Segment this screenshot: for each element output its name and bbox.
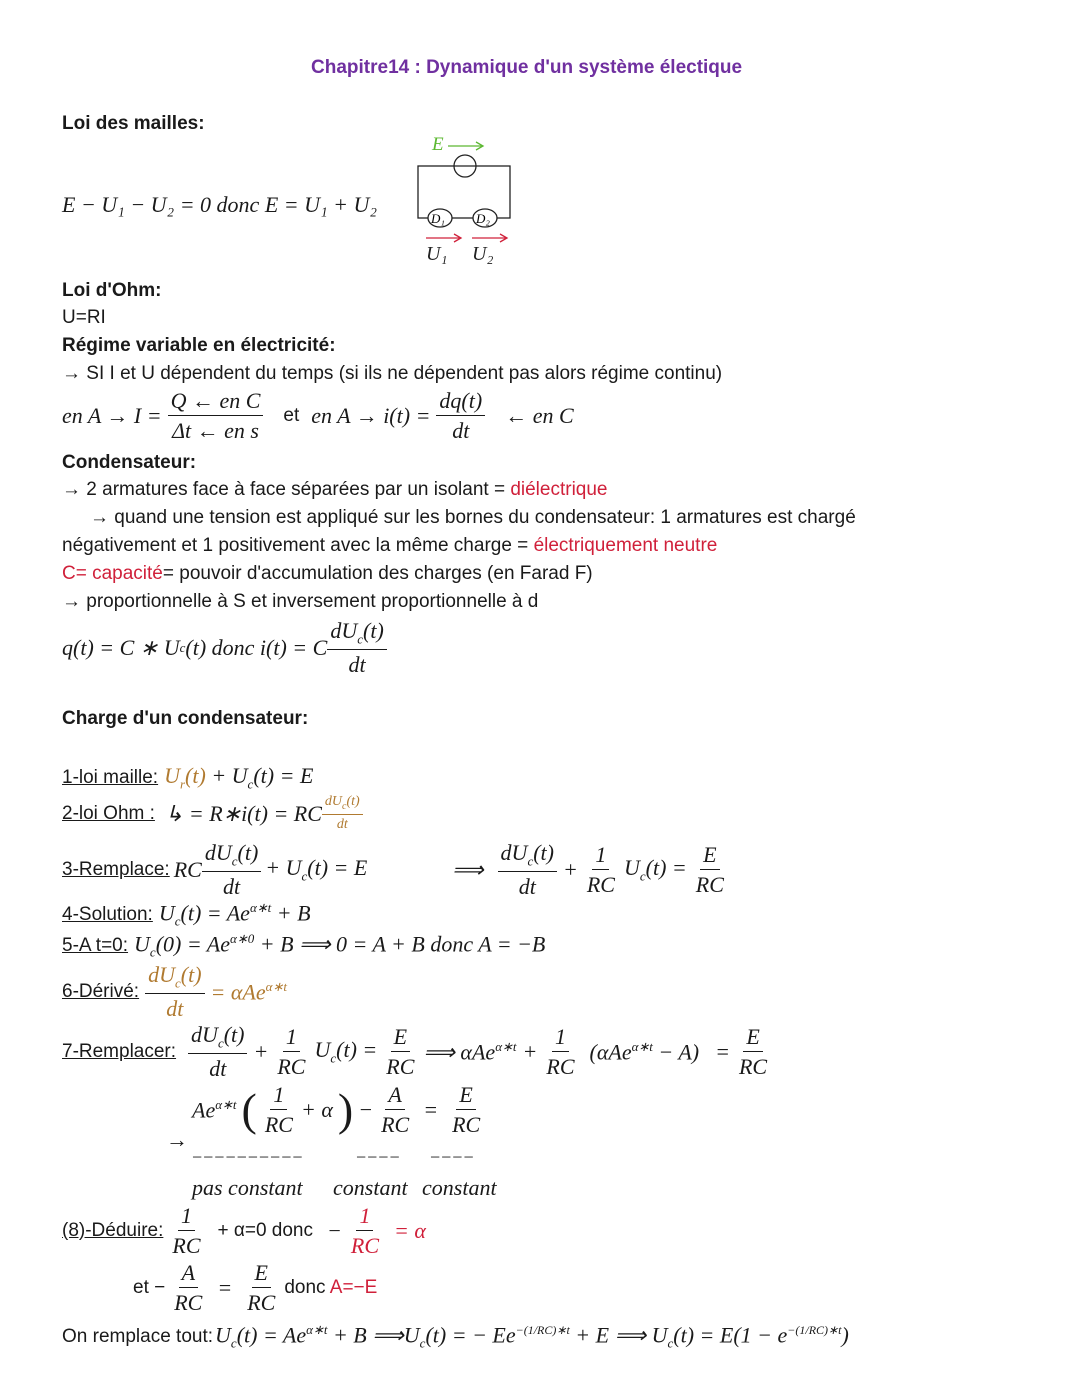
- regime-eq-mid: en A → i(t) =: [311, 402, 431, 428]
- step4-exp: α∗t: [249, 900, 272, 915]
- frac-num: E: [391, 1024, 410, 1052]
- plus-sign: +: [522, 1038, 538, 1064]
- plus-alpha: + α: [300, 1096, 333, 1122]
- fraction-dq-dt: [436, 388, 485, 444]
- equals-sign: =: [715, 1038, 730, 1064]
- num-du: dU: [204, 840, 232, 865]
- frac-num: A: [179, 1260, 198, 1288]
- frac-num: $dU_c(t)$: [145, 962, 204, 994]
- circuit-e-label: E: [432, 134, 444, 155]
- step1-rest: (t) = E: [253, 763, 314, 788]
- step4-rest: (t) = Ae: [180, 900, 250, 926]
- implies-symbol: ⟹: [452, 856, 484, 882]
- frac-den: RC: [586, 872, 615, 898]
- dash-line-2: −−−−: [356, 1147, 401, 1167]
- final-paren: (1 − e: [733, 1322, 788, 1348]
- fraction-a-rc: [378, 1082, 412, 1138]
- dash-line-1: −−−−−−−−−−: [192, 1147, 304, 1167]
- dielectrique-term: diélectrique: [510, 479, 608, 500]
- step-8: [62, 1203, 426, 1259]
- page-title: Chapitre14 : Dynamique d'un système électique: [311, 57, 743, 78]
- step7-paren-end: − A): [652, 1038, 700, 1064]
- frac-den: RC: [247, 1290, 276, 1316]
- frac-den: RC: [452, 1112, 481, 1138]
- step7-mid: (t) =: [336, 1037, 378, 1063]
- cond-eq-b: (t) donc i(t) = C: [185, 634, 328, 660]
- fraction-q-dt: [168, 388, 264, 444]
- frac-num: $dU_c(t)$: [322, 794, 363, 815]
- label-constant-2: constant: [422, 1175, 497, 1200]
- frac-den: RC: [264, 1112, 293, 1138]
- label-constant-1: constant: [333, 1175, 408, 1200]
- regime-et: et: [283, 404, 300, 426]
- step-1: 1-loi maille: $U_r(t) + U_c(t) = E$: [62, 763, 314, 792]
- step7-label: 7-Remplacer:: [62, 1040, 177, 1062]
- final-exp3: −(1/RC)∗t: [787, 1323, 842, 1337]
- final-close: ): [841, 1322, 849, 1348]
- num-du: dU: [324, 794, 343, 809]
- step2-eq: ↳ = R∗i(t) = RC: [164, 800, 322, 826]
- step4-end: + B: [271, 900, 311, 926]
- fraction-1-rc: [274, 1024, 308, 1080]
- step-7: 7-Remplacer: $dU_c(t)$ dt + $\frac{1}{RC}$ $U_c(t)$ = $\frac{E}{RC}$ ⟹ αAe$^{\alpha∗t}$ + $\frac{1}{RC}$ (αAe$^{\alpha∗t}$ − A) = $\frac{E}{RC}$: [62, 1022, 770, 1082]
- uc-symbol: U: [158, 900, 175, 926]
- fraction-e-rc: [383, 1024, 417, 1080]
- frac-num: E: [743, 1024, 762, 1052]
- frac-num: $dU_c(t)$: [327, 618, 386, 650]
- heading-ohm: Loi d'Ohm:: [62, 280, 162, 301]
- step-5: 5-A t=0: $U_c(0) = Ae^{\alpha∗0} + B$ ⟹ 0 = A + B donc A = −B: [62, 931, 546, 960]
- capacite-term: C= capacité: [62, 563, 163, 584]
- final-eq1c: + B ⟹: [327, 1322, 404, 1348]
- uc-symbol: U: [403, 1322, 420, 1348]
- frac-den: RC: [738, 1054, 768, 1080]
- step-6: [62, 962, 287, 1022]
- fraction-step2: [322, 794, 363, 833]
- minus-sign: −: [327, 1217, 342, 1243]
- frac-den: dt: [166, 996, 184, 1022]
- step8b-et: et −: [133, 1276, 166, 1298]
- uc-symbol: U: [623, 855, 640, 881]
- final-eq1b: (t) = Ae: [236, 1322, 307, 1348]
- ohm-formula: U=RI: [62, 307, 106, 328]
- frac-den: RC: [174, 1290, 203, 1316]
- ae-symbol: Ae: [192, 1096, 216, 1122]
- frac-num: A: [385, 1082, 404, 1110]
- step8-end: = α: [394, 1217, 426, 1243]
- minus-sign: −: [358, 1096, 374, 1122]
- cond-l1-text: → 2 armatures face à face séparées par un isolant =: [62, 479, 511, 500]
- uc-symbol: U: [215, 1322, 231, 1348]
- equals-sign: =: [423, 1096, 439, 1122]
- final-label: On remplace tout:: [62, 1326, 214, 1348]
- step-3-result: ⟹ $dU_c(t)$ dt + $\frac{1}{RC}$ $U_c(t)$ = $\frac{E}{RC}$: [452, 840, 727, 900]
- step5-end: + B ⟹ 0 = A + B donc A = −B: [254, 931, 546, 957]
- final-eq2b: (t) = − Ee: [425, 1322, 516, 1348]
- frac-num: E: [700, 842, 719, 870]
- frac-den: RC: [386, 1054, 415, 1080]
- step3-label: 3-Remplace:: [62, 858, 170, 880]
- frac-den: RC: [695, 872, 724, 898]
- cond-l4-text: = pouvoir d'accumulation des charges (en Farad F): [162, 563, 593, 584]
- step5-label: 5-A t=0:: [62, 935, 129, 957]
- cond-equation: q(t) = C ∗ U c (t) donc i(t) = C $dU_c(t)$ dt: [62, 618, 387, 678]
- step-7b: $Ae^{\alpha∗t}$ ( $\frac{1}{RC}$ + α ) − $\frac{A}{RC}$ = $\frac{E}{RC}$: [192, 1082, 483, 1138]
- fraction-1-rc: [169, 1203, 203, 1259]
- step8-mid: + α=0 donc: [217, 1219, 314, 1241]
- cond-line3: [62, 535, 717, 557]
- cond-line4: [62, 563, 593, 585]
- frac-num: 1: [592, 842, 609, 870]
- cond-line1: [62, 479, 608, 501]
- fraction-duc-dt: [327, 618, 386, 678]
- heading-regime: Régime variable en électricité:: [62, 335, 336, 356]
- step7-impl: ⟹ αAe: [423, 1038, 496, 1064]
- frac-den: Δt ← en s: [172, 418, 259, 444]
- final-exp1: α∗t: [306, 1322, 328, 1337]
- frac-num: 1: [552, 1024, 569, 1052]
- mailles-equation: E − U₁ − U₂ = 0 donc E = U₁ + U₂: [62, 192, 378, 217]
- frac-den: dt: [223, 874, 241, 900]
- final-line: On remplace tout: $U_c(t) = Ae^{\alpha∗t} + B$ $⟹U_c(t)$ = − $Ee^{-(1/RC)∗t} + E$ ⟹ $U_c(t) = E(1 - e^{-(1/RC)∗t})$: [62, 1322, 849, 1351]
- fraction-step3: [202, 840, 261, 900]
- equals-sign: =: [217, 1274, 233, 1300]
- step6-label: 6-Dérivé:: [62, 980, 140, 1002]
- fraction-e-rc: [693, 842, 727, 898]
- circuit-diagram: [410, 130, 520, 270]
- frac-num: 1: [356, 1203, 373, 1231]
- num-du: dU: [191, 1022, 218, 1047]
- cond-line5: → proportionnelle à S et inversement proportionnelle à d: [62, 591, 539, 612]
- final-exp2: −(1/RC)∗t: [515, 1323, 570, 1337]
- step-3: 3-Remplace: RC $dU_c(t)$ dt + $U_c(t) = E$: [62, 840, 368, 900]
- step3-plus: + U: [265, 855, 302, 881]
- frac-den: RC: [350, 1233, 379, 1259]
- cond-line2: → quand une tension est appliqué sur les bornes du condensateur: 1 armatures est chargé: [90, 507, 856, 528]
- step8b-result: A=−E: [329, 1276, 378, 1298]
- frac-den: RC: [546, 1054, 575, 1080]
- uc-symbol: U: [134, 931, 150, 957]
- fraction-a-rc: [171, 1260, 205, 1316]
- step7-paren: (αAe: [589, 1038, 632, 1064]
- frac-den: dt: [336, 817, 348, 833]
- frac-num: E: [252, 1260, 271, 1288]
- step4-label: 4-Solution:: [62, 904, 153, 926]
- frac-den: RC: [172, 1233, 201, 1259]
- d2-label: D₂: [476, 211, 490, 226]
- frac-den: dt: [209, 1056, 227, 1082]
- final-eq2c: + E ⟹ U: [569, 1322, 668, 1348]
- frac-den: RC: [277, 1054, 306, 1080]
- step6-rest: = αAe: [210, 978, 266, 1004]
- label-pas-constant: pas constant: [192, 1175, 303, 1200]
- frac-den: RC: [381, 1112, 410, 1138]
- step8-label: (8)-Déduire:: [62, 1219, 164, 1241]
- num-du: dU: [148, 962, 175, 987]
- final-eq3: (t) = E: [673, 1322, 734, 1348]
- num-du: dU: [500, 840, 528, 865]
- neutre-term: électriquement neutre: [533, 535, 718, 556]
- step-8b: [133, 1260, 377, 1316]
- fraction-step3r: [498, 840, 557, 900]
- plus-sign: +: [562, 856, 578, 882]
- frac-num: $dU_c(t)$: [202, 840, 261, 872]
- step1-plus: + U: [211, 763, 248, 788]
- step2-label: 2-loi Ohm :: [62, 802, 155, 824]
- frac-num: 1: [178, 1203, 195, 1231]
- frac-den: dt: [518, 874, 536, 900]
- u2-label: U₂: [472, 243, 494, 265]
- step-2: [62, 794, 363, 833]
- frac-num: Q ← en C: [168, 388, 264, 416]
- num-du: dU: [330, 618, 358, 643]
- fraction-e-rc: [736, 1024, 770, 1080]
- fraction-e-rc: [244, 1260, 278, 1316]
- frac-num: dq(t): [436, 388, 485, 416]
- fraction-1-rc: [543, 1024, 577, 1080]
- frac-num: E: [456, 1082, 475, 1110]
- circuit-svg: [410, 130, 520, 270]
- regime-line1: → SI I et U dépendent du temps (si ils ne dépendent pas alors régime continu): [62, 363, 723, 384]
- frac-den: dt: [452, 418, 470, 444]
- frac-num: $dU_c(t)$: [188, 1022, 247, 1054]
- fraction-step7: [188, 1022, 247, 1082]
- step6-exp: α∗t: [265, 978, 287, 994]
- step5-exp: α∗0: [230, 931, 255, 946]
- fraction-e-rc: [449, 1082, 483, 1138]
- step8b-donc: donc: [284, 1276, 330, 1298]
- heading-mailles: Loi des mailles:: [62, 113, 205, 134]
- arrow-symbol: →: [166, 1127, 188, 1152]
- frac-num: 1: [283, 1024, 300, 1052]
- step-4: 4-Solution: $U_c(t) = Ae^{\alpha∗t} + B$: [62, 900, 311, 929]
- heading-charge: Charge d'un condensateur:: [62, 708, 309, 729]
- cond-l3-text: négativement et 1 positivement avec la même charge =: [62, 535, 534, 556]
- regime-equation: [62, 388, 574, 444]
- fraction-1-rc: [262, 1082, 296, 1138]
- regime-eq-left: en A → I =: [62, 402, 162, 428]
- regime-eq-right: ← en C: [505, 402, 574, 428]
- cond-eq-a: q(t) = C ∗ U: [62, 634, 180, 660]
- ur-symbol: U: [164, 763, 180, 788]
- d1-label: D₁: [431, 211, 445, 226]
- dash-line-3: −−−−: [430, 1147, 475, 1167]
- step3-e: (t) = E: [307, 855, 368, 881]
- fraction-step6: [145, 962, 204, 1022]
- plus-sign: +: [253, 1038, 269, 1064]
- fraction-1-rc: [584, 842, 618, 898]
- frac-den: dt: [348, 652, 366, 678]
- step5-rest: (0) = Ae: [155, 931, 231, 957]
- fraction-1-rc-red: [348, 1203, 382, 1259]
- step3-rc: RC: [173, 856, 202, 882]
- step3-eq: (t) =: [645, 855, 687, 881]
- u1-label: U₁: [426, 243, 448, 265]
- frac-num: 1: [270, 1082, 287, 1110]
- heading-condensateur: Condensateur:: [62, 452, 197, 473]
- frac-num: $dU_c(t)$: [498, 840, 557, 872]
- step1-label: 1-loi maille:: [62, 767, 159, 788]
